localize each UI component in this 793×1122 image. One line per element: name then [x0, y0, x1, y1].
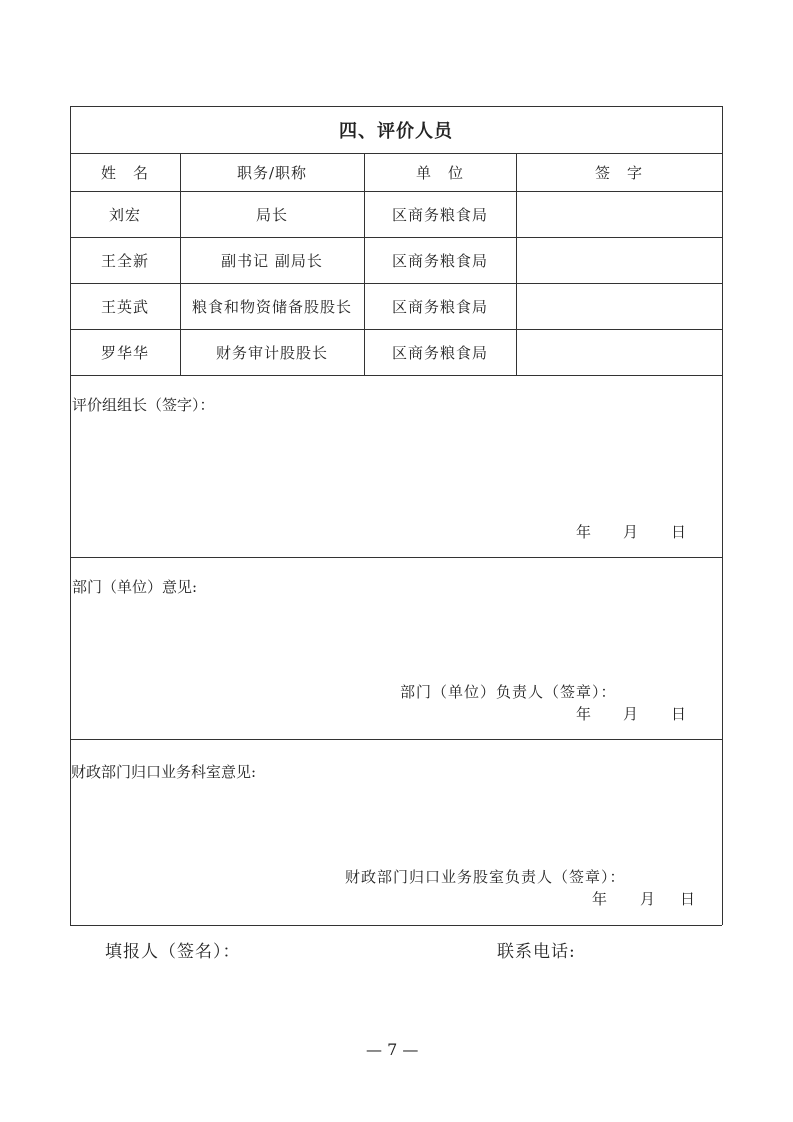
row-unit: 区商务粮食局: [391, 251, 488, 270]
leader-signature-label: 评价组组长（签字）：: [72, 396, 215, 414]
filler-signature-label: 填报人（签名）：: [105, 942, 241, 962]
date-month: 月: [623, 705, 639, 723]
row-signature[interactable]: [516, 237, 722, 283]
table-divider: [70, 739, 722, 740]
dept-signer-label: 部门（单位）负责人（签章）：: [400, 683, 617, 701]
date-day: 日: [671, 705, 687, 723]
row-position: 财务审计股股长: [215, 343, 328, 362]
page-number: — 7 —: [366, 1040, 419, 1059]
table-border: [70, 925, 722, 926]
row-name: 王英武: [100, 297, 149, 316]
row-name: 王全新: [100, 251, 149, 270]
phone-label: 联系电话:: [497, 942, 576, 962]
date-year: 年: [576, 523, 592, 541]
row-position: 局长: [255, 205, 288, 224]
dept-opinion-label: 部门（单位）意见:: [72, 578, 198, 596]
row-name: 罗华华: [100, 343, 149, 362]
finance-opinion-label: 财政部门归口业务科室意见:: [71, 763, 257, 781]
row-position: 粮食和物资储备股股长: [191, 297, 352, 316]
date-month: 月: [623, 523, 639, 541]
finance-signer-label: 财政部门归口业务股室负责人（签章）：: [345, 868, 626, 886]
header-signature: 签 字: [594, 163, 643, 182]
row-unit: 区商务粮食局: [391, 205, 488, 224]
date-month: 月: [640, 890, 656, 908]
header-unit: 单 位: [415, 163, 464, 182]
date-day: 日: [680, 890, 696, 908]
row-signature[interactable]: [516, 329, 722, 375]
section-title: 四、评价人员: [339, 120, 453, 142]
date-year: 年: [576, 705, 592, 723]
row-unit: 区商务粮食局: [391, 297, 488, 316]
row-signature[interactable]: [516, 191, 722, 237]
row-signature[interactable]: [516, 283, 722, 329]
row-name: 刘宏: [108, 205, 141, 224]
table-divider: [70, 375, 722, 376]
table-divider: [70, 557, 722, 558]
header-name: 姓 名: [100, 163, 149, 182]
date-day: 日: [671, 523, 687, 541]
row-unit: 区商务粮食局: [391, 343, 488, 362]
header-position: 职务/职称: [236, 163, 308, 182]
table-border: [722, 106, 723, 925]
row-position: 副书记 副局长: [221, 251, 323, 270]
date-year: 年: [592, 890, 608, 908]
